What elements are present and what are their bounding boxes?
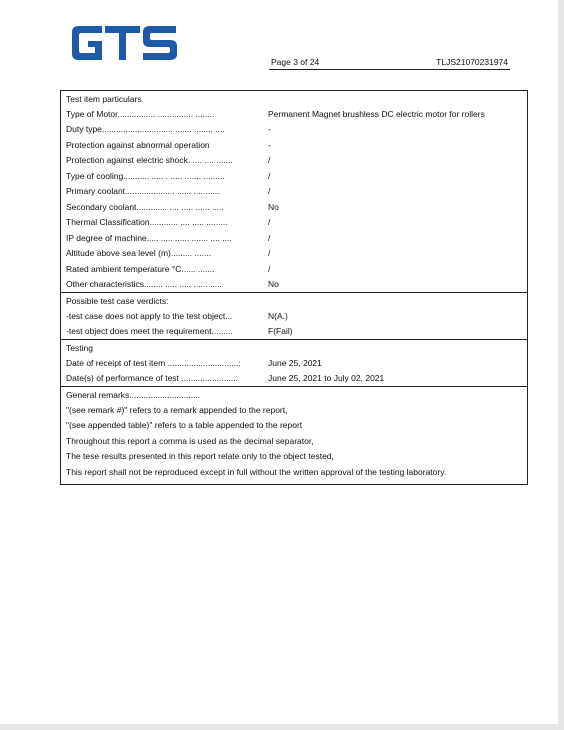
particular-row	[61, 137, 528, 153]
particular-row-value: -	[268, 124, 271, 135]
remark-line	[61, 464, 528, 480]
remarks-title-text: General remarks..............................	[66, 389, 201, 400]
particular-row-value: /	[268, 155, 271, 166]
particular-row	[61, 106, 528, 122]
report-number: TLJS21070231974	[436, 57, 508, 67]
table-body	[61, 91, 528, 485]
page-number: Page 3 of 24	[271, 57, 320, 67]
particular-row-label: Primary coolant..................... ...... ...........	[66, 186, 220, 197]
remark-text: "(see appended table)" refers to a table appended to the report	[66, 420, 303, 431]
table-bottom-padding	[61, 480, 528, 485]
particular-row-value: /	[268, 186, 271, 197]
particular-row	[61, 168, 528, 184]
remark-text: "(see remark #)" refers to a remark appended to the report,	[66, 404, 288, 415]
verdict-row-value: N(A.)	[268, 310, 288, 321]
testing-row-label: Date of receipt of test item ..............................:	[66, 357, 241, 368]
particular-row	[61, 215, 528, 231]
verdict-row-label: -test object does meet the requirement.........	[61, 324, 264, 340]
particular-row-value: Permanent Magnet brushless DC electric motor for rollers	[268, 108, 485, 119]
particular-row-value: No	[268, 201, 279, 212]
particular-row-label: Protection against abnormal operation	[66, 139, 210, 150]
remark-line	[61, 449, 528, 465]
particular-row-label: Protection against electric shock. .... .... .......	[66, 155, 233, 166]
particular-row	[61, 246, 528, 262]
verdict-row	[61, 324, 528, 340]
remarks-title	[61, 387, 528, 403]
remark-text: The tese results presented in this report relate only to the object tested,	[66, 451, 334, 462]
particular-row-label: Rated ambient temperature °C...... .......	[66, 263, 215, 274]
padding-cell	[61, 480, 528, 485]
particular-row	[61, 277, 528, 293]
particular-row-value: /	[268, 170, 271, 181]
testing-row-label: Date(s) of performance of test .......................:	[61, 371, 264, 387]
page-bottom-edge	[0, 724, 564, 730]
particular-row	[61, 153, 528, 169]
remark-line	[61, 418, 528, 434]
verdict-row-label: -test case does not apply to the test object...	[66, 310, 233, 321]
page-header	[269, 57, 510, 70]
particular-row-label: Type of Motor................ ............... ........	[66, 108, 215, 119]
testing-title	[61, 340, 528, 356]
particular-row-value: /	[268, 232, 271, 243]
remark-line	[61, 433, 528, 449]
particular-row	[61, 199, 528, 215]
particulars-title-text: Test item particulars	[66, 93, 142, 104]
verdicts-title-text: Possible test case verdicts:	[66, 295, 169, 306]
particular-row-label: Other characteristics........ ..... ..... ...... .....	[61, 277, 264, 293]
remark-text: Throughout this report a comma is used as the decimal separator,	[66, 435, 314, 446]
verdict-row-value: F(Fail)	[263, 324, 528, 340]
particular-row	[61, 122, 528, 138]
testing-title-text: Testing	[66, 342, 93, 353]
testing-row	[61, 355, 528, 371]
particular-row	[61, 230, 528, 246]
particular-row-label: Thermal Classification............ .... ..... .........	[66, 217, 228, 228]
particular-row-label: Duty type.............................. ....... ........ ....	[66, 124, 225, 135]
particular-row-value: -	[268, 139, 271, 150]
test-item-table	[60, 90, 528, 485]
gts-logo	[70, 24, 178, 62]
particular-row	[61, 184, 528, 200]
particular-row-label: Altitude above sea level (m)......... .......	[66, 248, 212, 259]
particular-row-value: /	[268, 217, 271, 228]
particular-row-value: No	[263, 277, 528, 293]
particular-row-label: Secondary coolant............. .... ..... ...... .....	[66, 201, 224, 212]
page-scroll-edge	[558, 0, 564, 730]
remark-line	[61, 402, 528, 418]
particular-row-value: /	[268, 248, 271, 259]
remark-text: This report shall not be reproduced except in full without the written approval of the testing laboratory.	[66, 466, 447, 477]
testing-row-value: June 25, 2021	[268, 357, 322, 368]
verdicts-title	[61, 293, 528, 309]
particulars-title	[61, 91, 528, 107]
testing-row-value: June 25, 2021 to July 02, 2021	[263, 371, 528, 387]
particular-row-value: /	[268, 263, 271, 274]
particular-row	[61, 261, 528, 277]
testing-row	[61, 371, 528, 387]
verdict-row	[61, 308, 528, 324]
particular-row-label: Type of cooling........... ..... . ..... ....... .........	[66, 170, 225, 181]
particular-row-label: IP degree of machine..... ..... ...... ....... .... ....	[66, 232, 232, 243]
